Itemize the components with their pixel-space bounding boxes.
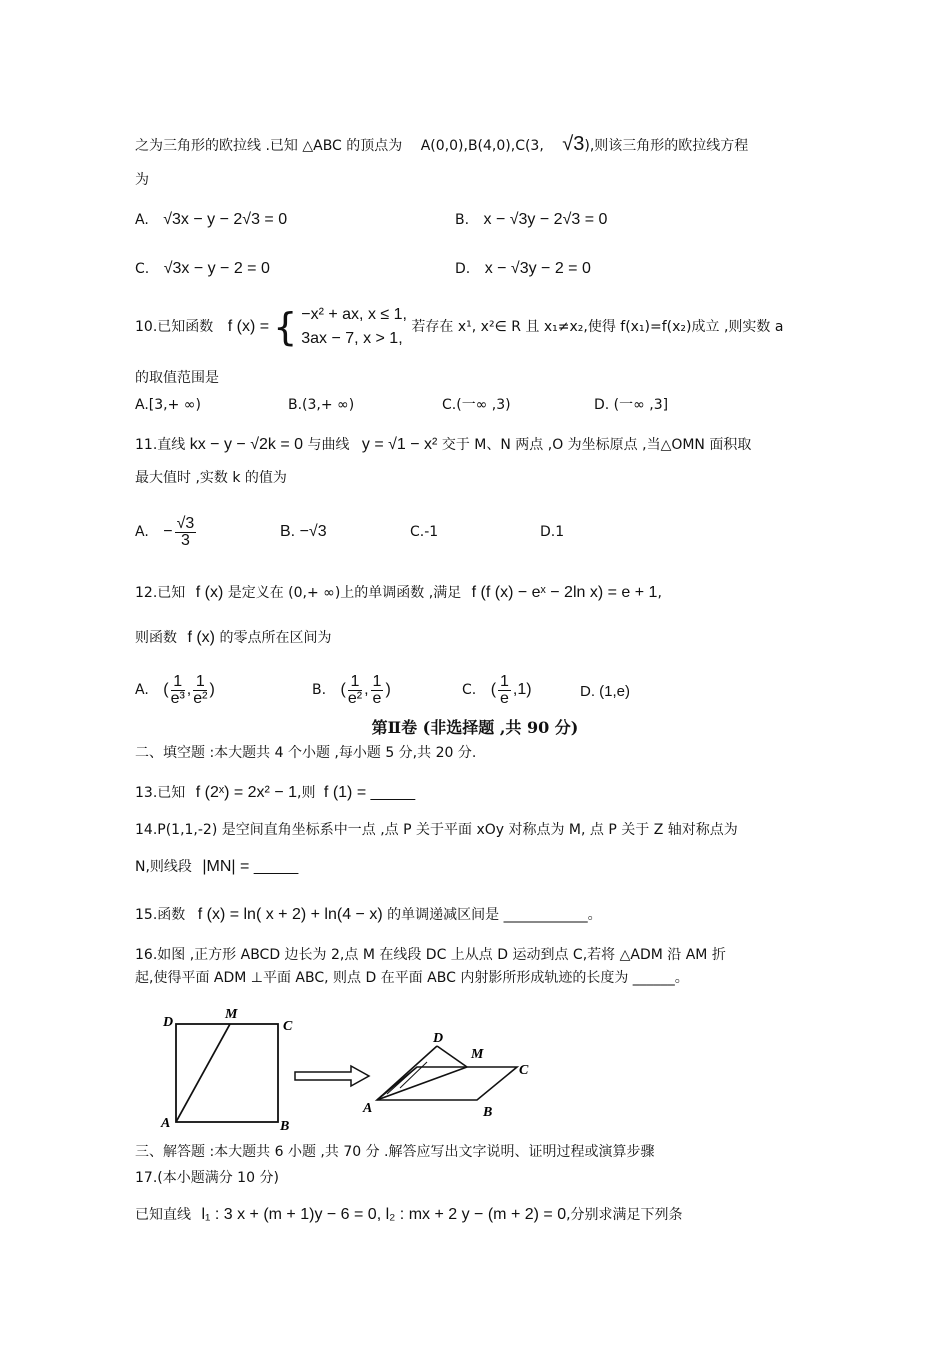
q12-option-a-open-paren: ( [163, 681, 169, 698]
q16-line2: 起,使得平面 ADM ⊥平面 ABC, 则点 D 在平面 ABC 内射影所形成轨迹的长度为 ______。 [135, 970, 689, 986]
q12-option-b-frac2 [371, 674, 384, 707]
q12-stem-b: 是定义在 (0,+ ∞)上的单调函数 ,满足 [227, 585, 462, 601]
q16-line1: 16.如图 ,正方形 ABCD 边长为 2,点 M 在线段 DC 上从点 D 运动到点 C,若将 △ADM 沿 AM 折 [135, 947, 726, 963]
q10-left-brace: { [273, 305, 298, 349]
label-b-left: B [280, 1119, 290, 1134]
q9-option-a [135, 210, 287, 230]
q11-stem-a: 11.直线 [135, 437, 186, 453]
q10-stem-a: 10.已知函数 [135, 319, 214, 335]
q11-option-a-denominator: 3 [180, 531, 190, 549]
q17-expr: l₁ : 3 x + (m + 1)y − 6 = 0, l₂ : mx + 2 y − (m + 2) = 0 [201, 1206, 567, 1223]
arrow-icon [295, 1066, 369, 1086]
q13-answer-blank: f (1) = _____ [323, 784, 416, 801]
q10-stem-b: 若存在 x¹, x²∈ R 且 x₁≠x₂,使得 f(x₁)=f(x₂)成立 ,则实数 a [411, 319, 784, 335]
q12-option-b-frac1 [348, 674, 362, 707]
label-d-left: D [163, 1015, 174, 1030]
q12-line2-fx: f (x) [187, 629, 215, 646]
q9-option-c-label: C. [135, 261, 150, 277]
q10-option-b: B.(3,+ ∞) [288, 397, 355, 413]
q12-option-b-close-paren: ) [385, 681, 391, 698]
fold-shading-1 [387, 1067, 417, 1094]
label-m-left: M [225, 1007, 238, 1022]
segment-d-m-folded [437, 1046, 467, 1067]
q9-option-a-label: A. [135, 212, 149, 228]
q12-option-b-frac2-num: 1 [372, 672, 382, 690]
q9-option-d [455, 259, 591, 279]
segment-a-m-folded [377, 1067, 467, 1100]
q9-option-b [455, 210, 607, 230]
q11-option-a-numerator: √3 [176, 514, 195, 532]
q11-option-d: D.1 [540, 524, 565, 540]
q15-expr: f (x) = ln( x + 2) + ln(4 − x) [197, 906, 383, 923]
q9-option-d-label: D. [455, 261, 471, 277]
q10-option-a: A.[3,+ ∞) [135, 397, 201, 413]
q12-option-a-frac1-num: 1 [171, 674, 185, 691]
q12-option-c [462, 668, 532, 712]
q11-stem-c: 交于 M、N 两点 ,O 为坐标原点 ,当△OMN 面积取 [441, 437, 752, 453]
q11-option-a-label: A. [135, 524, 149, 540]
q12-option-a-frac1 [171, 674, 185, 707]
q14-line2 [135, 857, 298, 877]
q17-text-a: 已知直线 [135, 1207, 191, 1223]
segment-am [176, 1024, 230, 1122]
q12-option-b-label: B. [312, 682, 327, 698]
q13-expr: f (2ˣ) = 2x² − 1 [195, 784, 298, 801]
q12-line2-b: 的零点所在区间为 [219, 630, 332, 646]
q15 [135, 905, 602, 925]
label-a-right: A [363, 1101, 373, 1116]
q12-line2 [135, 628, 331, 648]
q10-fx: f (x) = [227, 318, 270, 335]
q12-option-a-comma: , [186, 681, 192, 698]
q12-option-a-frac2-num: 1 [193, 674, 207, 691]
q12-option-a-frac2-den: e² [193, 689, 208, 707]
answer-section-header: 三、解答题 :本大题共 6 小题 ,共 70 分 .解答应写出文字说明、证明过程或演算步骤 [135, 1144, 655, 1160]
q12-option-d: D. (1,e) [580, 683, 631, 700]
q9-sqrt3: √3 [562, 133, 585, 155]
q10-line2: 的取值范围是 [135, 370, 219, 386]
q14-line2-a: N,则线段 [135, 859, 192, 875]
q13-text-a: 13.已知 [135, 785, 186, 801]
q11-option-a-fraction [175, 516, 197, 549]
q10-option-c: C.(一∞ ,3) [442, 397, 511, 413]
q12-option-a-frac2 [193, 674, 207, 707]
label-a-left: A [161, 1116, 171, 1131]
q9-text-a: 之为三角形的欧拉线 [135, 138, 261, 154]
q12-stem [135, 583, 662, 603]
q12-line2-a: 则函数 [135, 630, 177, 646]
q16-figure [155, 1002, 555, 1142]
q12-fx: f (x) [195, 584, 224, 601]
q9-option-c-expr: √3x − y − 2 = 0 [163, 260, 270, 277]
q9-option-a-expr: √3x − y − 2√3 = 0 [163, 211, 288, 228]
q12-option-c-label: C. [462, 682, 477, 698]
q12-option-c-open-paren: ( [490, 681, 497, 698]
q11-line-eq: kx − y − √2k = 0 [189, 436, 303, 453]
q11-line2: 最大值时 ,实数 k 的值为 [135, 470, 287, 486]
q11-option-b: B. −√3 [280, 523, 327, 540]
q12-option-a-label: A. [135, 682, 149, 698]
q12-condition: f (f (x) − eˣ − 2ln x) = e + 1 [471, 584, 658, 601]
q9-line1 [135, 134, 748, 156]
q12-stem-c: , [657, 585, 662, 601]
label-c-right: C [519, 1063, 529, 1078]
q15-text-a: 15.函数 [135, 907, 186, 923]
q12-option-c-tail: ,1) [512, 681, 532, 698]
q10-option-d: D. (一∞ ,3] [594, 397, 669, 413]
q9-vertices: A(0,0),B(4,0),C(3, [420, 138, 544, 154]
q11-option-a-sign: − [163, 523, 173, 540]
q14-mn-blank: |MN| = _____ [202, 858, 299, 875]
q10-case-2: 3ax − 7, x > 1, [301, 330, 403, 347]
q9-text-b: .已知 △ABC 的顶点为 [265, 138, 403, 154]
q11-stem [135, 435, 751, 455]
q14-line1: 14.P(1,1,-2) 是空间直角坐标系中一点 ,点 P 关于平面 xOy 对称点为 M, 点 P 关于 Z 轴对称点为 [135, 822, 738, 838]
q17-stem [135, 1205, 683, 1225]
fill-section-header: 二、填空题 :本大题共 4 个小题 ,每小题 5 分,共 20 分. [135, 745, 477, 761]
q12-option-b-frac2-den: e [372, 689, 382, 707]
q12-option-b [312, 668, 391, 712]
q12-option-a-frac1-den: e³ [170, 689, 185, 707]
q17-title: 17.(本小题满分 10 分) [135, 1170, 279, 1186]
label-m-right: M [471, 1047, 484, 1062]
q9-option-c [135, 259, 270, 279]
q17-text-b: ,分别求满足下列条 [566, 1207, 683, 1223]
part2-heading: 第Ⅱ卷 (非选择题 ,共 90 分) [371, 718, 579, 737]
q12-option-c-frac [498, 674, 511, 707]
q12-option-b-frac1-num: 1 [348, 674, 362, 691]
q12-option-c-frac-den: e [500, 689, 509, 707]
q9-line2: 为 [135, 172, 149, 188]
q11-option-c: C.-1 [410, 524, 439, 540]
q13-text-b: ,则 [297, 785, 316, 801]
label-c-left: C [283, 1019, 293, 1034]
q10-piecewise [301, 303, 407, 351]
q12-option-b-open-paren: ( [340, 681, 346, 698]
q9-option-b-expr: x − √3y − 2√3 = 0 [483, 211, 608, 228]
q12-stem-a: 12.已知 [135, 585, 186, 601]
q9-option-b-label: B. [455, 212, 470, 228]
q9-text-d: ),则该三角形的欧拉线方程 [584, 138, 749, 154]
q12-option-b-frac1-den: e² [347, 689, 363, 707]
q10-stem [135, 302, 783, 352]
label-b-right: B [483, 1105, 493, 1120]
q12-option-b-comma: , [364, 681, 369, 698]
square-abcd [176, 1024, 278, 1122]
q11-option-a [135, 510, 198, 554]
q12-option-a-close-paren: ) [209, 681, 215, 698]
segment-a-d-folded [377, 1046, 437, 1100]
q9-option-d-expr: x − √3y − 2 = 0 [484, 260, 591, 277]
q12-option-c-frac-num: 1 [500, 672, 509, 690]
q12-option-a [135, 668, 215, 712]
q15-text-b: 的单调递减区间是 ____________。 [387, 907, 602, 923]
q11-curve-eq: y = √1 − x² [361, 436, 438, 453]
q13 [135, 783, 415, 803]
q10-case-1: −x² + ax, x ≤ 1, [301, 306, 407, 323]
label-d-right: D [433, 1031, 444, 1046]
q11-stem-b: 与曲线 [307, 437, 350, 453]
